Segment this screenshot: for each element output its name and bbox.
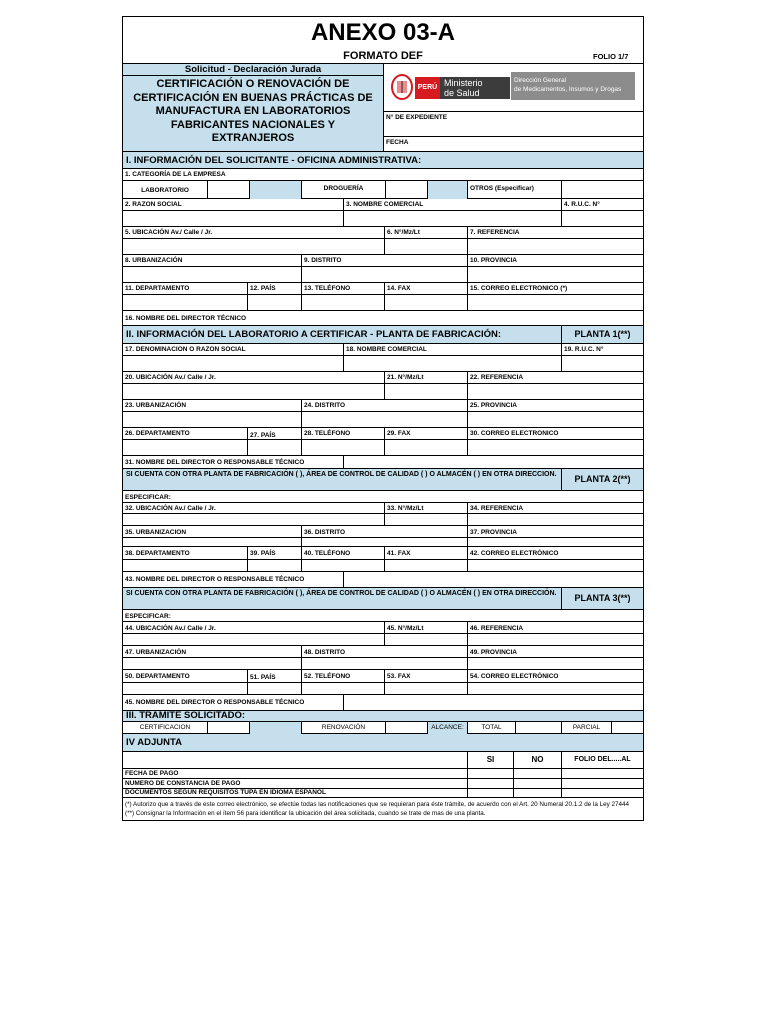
planta1-urbanizacion-field[interactable] [123, 412, 301, 428]
planta1-provincia-field[interactable] [467, 412, 643, 428]
planta2-correo-field[interactable] [467, 560, 643, 572]
planta3-provincia-field[interactable] [467, 658, 643, 670]
fecha-pago-si[interactable] [467, 769, 513, 779]
correo-label: 15. CORREO ELECTRONICO (*) [467, 283, 643, 295]
logo-area [383, 64, 643, 112]
pais-label: 12. PAÍS [247, 283, 301, 295]
planta1-provincia-label: 25. PROVINCIA [467, 400, 643, 412]
certificacion-label: CERTIFICACIÓN [139, 724, 191, 731]
planta2-urbanizacion-field[interactable] [123, 538, 301, 547]
drogueria-check[interactable] [385, 181, 427, 199]
planta1-nombre-comercial-field[interactable] [343, 356, 561, 372]
otros-label: OTROS (Especificar) [467, 181, 561, 199]
departamento-field[interactable] [123, 295, 247, 311]
ubicacion-label: 5. UBICACIÓN Av./ Calle / Jr. [123, 227, 384, 239]
section3-header: III. TRAMITE SOLICITADO: [123, 711, 643, 722]
form-title: ANEXO 03-A [310, 19, 456, 46]
razon-social-field[interactable] [123, 211, 343, 227]
constancia-folio[interactable] [561, 779, 643, 789]
distrito-field[interactable] [301, 267, 467, 283]
planta3-departamento-field[interactable] [123, 683, 247, 695]
denominacion-label: 17. DENOMINACION O RAZON SOCIAL [123, 344, 343, 356]
planta3-pais-field[interactable] [247, 683, 301, 695]
planta2-nmzlt-field[interactable] [384, 514, 467, 526]
planta2-fax-label: 41. FAX [384, 547, 467, 560]
planta2-nmzlt-label: 33. N°/Mz/Lt [384, 503, 467, 514]
planta2-urbanizacion-label: 35. URBANIZACION [123, 526, 301, 538]
section1-header: I. INFORMACIÓN DEL SOLICITANTE - OFICINA ADMINISTRATIVA: [123, 152, 643, 169]
planta3-ubicacion-label: 44. UBICACIÓN Av./ Calle / Jr. [123, 622, 384, 634]
documentos-no[interactable] [513, 789, 561, 798]
planta3-telefono-label: 52. TELÉFONO [301, 670, 384, 683]
total-label: TOTAL [467, 722, 515, 734]
note-correo: (*) Autorizo que a través de este correo electrónico, se efectúe todas las notificaciones que se requieran para éste trámite, de acuerdo con el Art. 20 Numeral 20.1.2 de la Ley 27444 [125, 801, 630, 808]
laboratorio-label: LABORATORIO [141, 187, 189, 194]
categoria-label: 1. CATEGORÍA DE LA EMPRESA [123, 169, 643, 181]
planta2-label: PLANTA 2(**) [561, 469, 643, 491]
fecha-label: FECHA [383, 137, 643, 152]
planta1-ruc-label: 19. R.U.C. N° [561, 344, 643, 356]
si-label: SI [467, 752, 513, 769]
planta3-director-label: 45. NOMBRE DEL DIRECTOR O RESPONSABLE TÉCNICO [123, 695, 343, 711]
planta2-pais-field[interactable] [247, 560, 301, 572]
planta3-correo-field[interactable] [467, 683, 643, 695]
planta2-director-label: 43. NOMBRE DEL DIRECTOR O RESPONSABLE TÉCNICO [123, 572, 343, 588]
fecha-pago-no[interactable] [513, 769, 561, 779]
planta3-fax-label: 53. FAX [384, 670, 467, 683]
laboratorio-check[interactable] [207, 181, 249, 199]
planta1-nombre-comercial-label: 18. NOMBRE COMERCIAL [343, 344, 561, 356]
fecha-pago-label: FECHA DE PAGO [123, 769, 467, 779]
direction-label [511, 72, 635, 100]
planta2-telefono-field[interactable] [301, 560, 384, 572]
planta2-ubicacion-label: 32. UBICACIÓN Av./ Calle / Jr. [123, 503, 384, 514]
planta3-nmzlt-label: 45. N°/Mz/Lt [384, 622, 467, 634]
planta1-pais-label: 27. PAÍS [247, 428, 301, 440]
ministry-line2: de Salud [444, 88, 480, 98]
planta3-pais-label: 51. PAÍS [247, 670, 301, 683]
planta1-departamento-label: 26. DEPARTAMENTO [123, 428, 247, 440]
expediente-label: N° DE EXPEDIENTE [383, 112, 643, 137]
renovacion-label: RENOVACIÓN [301, 722, 385, 734]
folio-del-al-label: FOLIO DEL.....AL [561, 752, 643, 769]
adjunta-blank [123, 752, 467, 769]
urbanizacion-label: 8. URBANIZACIÓN [123, 255, 301, 267]
planta1-ruc-field[interactable] [561, 356, 643, 372]
planta1-distrito-field[interactable] [301, 412, 467, 428]
planta1-label: PLANTA 1(**) [561, 326, 643, 344]
planta2-correo-label: 42. CORREO ELECTRÓNICO [467, 547, 643, 560]
solicitud-bar: Solicitud - Declaración Jurada [123, 64, 383, 76]
planta3-distrito-label: 48. DISTRITO [301, 646, 467, 658]
documentos-si[interactable] [467, 789, 513, 798]
categoria-blank-1 [249, 181, 301, 199]
planta2-referencia-label: 34. REFERENCIA [467, 503, 643, 514]
drogueria-label: DROGUERÍA [301, 181, 385, 199]
planta1-ubicacion-field[interactable] [123, 384, 384, 400]
planta3-fax-field[interactable] [384, 683, 467, 695]
otros-field[interactable] [561, 181, 643, 199]
planta1-urbanizacion-label: 23. URBANIZACIÓN [123, 400, 301, 412]
no-label: NO [513, 752, 561, 769]
direction-line2: de Medicamentos, Insumos y Drogas [514, 86, 622, 93]
planta1-pais-field[interactable] [247, 440, 301, 456]
planta3-urbanizacion-label: 47. URBANIZACIÓN [123, 646, 301, 658]
section2-header: II. INFORMACIÓN DEL LABORATORIO A CERTIFICAR - PLANTA DE FABRICACIÓN: [123, 326, 561, 344]
planta2-referencia-field[interactable] [467, 514, 643, 526]
parcial-label: PARCIAL [561, 722, 611, 734]
planta1-nmzlt-label: 21. N°/Mz/Lt [384, 372, 467, 384]
planta1-referencia-label: 22. REFERENCIA [467, 372, 643, 384]
planta1-correo-field[interactable] [467, 440, 643, 456]
ministry-label [440, 77, 510, 99]
planta1-ubicacion-label: 20. UBICACIÓN Av./ Calle / Jr. [123, 372, 384, 384]
ministry-line1: Ministerio [444, 78, 483, 88]
planta1-referencia-field[interactable] [467, 384, 643, 400]
provincia-field[interactable] [467, 267, 643, 283]
folio-label: FOLIO 1/7 [593, 52, 629, 61]
denominacion-field[interactable] [123, 356, 343, 372]
planta1-correo-label: 30. CORREO ELECTRONICO [467, 428, 643, 440]
planta1-fax-field[interactable] [384, 440, 467, 456]
nmzlt-label: 6. N°/Mz/Lt [384, 227, 467, 239]
provincia-label: 10. PROVINCIA [467, 255, 643, 267]
referencia-field[interactable] [467, 239, 643, 255]
categoria-blank-2 [427, 181, 467, 199]
main-title: CERTIFICACIÓN O RENOVACIÓN DE CERTIFICACIÓN EN BUENAS PRÁCTICAS DE MANUFACTURA EN LABORATORIOS FABRICANTES NACIONALES Y EXTRANJEROS [123, 76, 383, 152]
planta2-especificar-label: ESPECIFICAR: [123, 491, 643, 503]
planta3-ubicacion-field[interactable] [123, 634, 384, 646]
planta2-provincia-label: 37. PROVINCIA [467, 526, 643, 538]
distrito-label: 9. DISTRITO [301, 255, 467, 267]
planta3-telefono-field[interactable] [301, 683, 384, 695]
form-anexo-03a [122, 16, 644, 821]
fax-label: 14. FAX [384, 283, 467, 295]
direction-line1: Dirección General [514, 77, 567, 84]
peru-label: PERÚ [415, 77, 440, 99]
alcance-label: ALCANCE: [427, 722, 467, 734]
planta1-telefono-label: 28. TELÉFONO [301, 428, 384, 440]
planta2-question: SI CUENTA CON OTRA PLANTA DE FABRICACIÓN ( ), ÁREA DE CONTROL DE CALIDAD ( ) O ALMACÉN ( ) EN OTRA DIRECCION. [123, 469, 561, 491]
planta3-referencia-field[interactable] [467, 634, 643, 646]
planta1-director-label: 31. NOMBRE DEL DIRECTOR O RESPONSABLE TÉCNICO [123, 456, 343, 469]
planta1-telefono-field[interactable] [301, 440, 384, 456]
total-check[interactable] [515, 722, 561, 734]
documentos-folio[interactable] [561, 789, 643, 798]
nombre-comercial-label: 3. NOMBRE COMERCIAL [343, 199, 561, 211]
nmzlt-field[interactable] [384, 239, 467, 255]
planta1-departamento-field[interactable] [123, 440, 247, 456]
planta3-nmzlt-field[interactable] [384, 634, 467, 646]
fax-field[interactable] [384, 295, 467, 311]
pais-field[interactable] [247, 295, 301, 311]
section4-header: IV ADJUNTA [123, 734, 643, 752]
planta2-director-field[interactable] [343, 572, 643, 588]
tramite-blank-1 [249, 722, 301, 734]
peru-coat-of-arms-icon [389, 72, 415, 102]
planta3-provincia-label: 49. PROVINCIA [467, 646, 643, 658]
planta1-nmzlt-field[interactable] [384, 384, 467, 400]
constancia-no[interactable] [513, 779, 561, 789]
planta3-referencia-label: 46. REFERENCIA [467, 622, 643, 634]
planta2-provincia-field[interactable] [467, 538, 643, 547]
planta2-departamento-field[interactable] [123, 560, 247, 572]
planta3-director-field[interactable] [343, 695, 643, 711]
correo-field[interactable] [467, 295, 643, 311]
planta2-fax-field[interactable] [384, 560, 467, 572]
departamento-label: 11. DEPARTAMENTO [123, 283, 247, 295]
ruc-label: 4. R.U.C. N° [561, 199, 643, 211]
parcial-check[interactable] [611, 722, 643, 734]
documentos-label: DOCUMENTOS SEGÚN REQUISITOS TUPA EN IDIOMA ESPAÑOL [123, 789, 467, 798]
planta2-distrito-label: 36. DISTRITO [301, 526, 467, 538]
planta3-especificar-label: ESPECIFICAR: [123, 610, 643, 622]
planta3-question: SI CUENTA CON OTRA PLANTA DE FABRICACIÓN ( ), ÁREA DE CONTROL DE CALIDAD ( ) O ALMACÉN ( ) EN OTRA DIRECCIÓN. [123, 588, 561, 610]
telefono-label: 13. TELÉFONO [301, 283, 384, 295]
planta1-director-field[interactable] [343, 456, 643, 469]
note-planta: (**) Consignar la Información en el ítem 56 para identificar la ubicación del área solicitada, cuando se trate de mas de una planta. [125, 810, 486, 817]
fecha-pago-folio[interactable] [561, 769, 643, 779]
razon-social-label: 2. RAZON SOCIAL [123, 199, 343, 211]
planta1-fax-label: 29. FAX [384, 428, 467, 440]
planta1-distrito-label: 24. DISTRITO [301, 400, 467, 412]
renovacion-check[interactable] [385, 722, 427, 734]
referencia-label: 7. REFERENCIA [467, 227, 643, 239]
ruc-field[interactable] [561, 211, 643, 227]
constancia-si[interactable] [467, 779, 513, 789]
planta2-ubicacion-field[interactable] [123, 514, 384, 526]
director-label: 16. NOMBRE DEL DIRECTOR TÉCNICO [123, 311, 643, 326]
planta3-correo-label: 54. CORREO ELECTRÓNICO [467, 670, 643, 683]
planta2-telefono-label: 40. TELÉFONO [301, 547, 384, 560]
planta3-label: PLANTA 3(**) [561, 588, 643, 610]
planta3-departamento-label: 50. DEPARTAMENTO [123, 670, 247, 683]
planta2-departamento-label: 38. DEPARTAMENTO [123, 547, 247, 560]
ubicacion-field[interactable] [123, 239, 384, 255]
planta2-distrito-field[interactable] [301, 538, 467, 547]
form-subtitle: FORMATO DEF [343, 50, 423, 62]
certificacion-check[interactable] [207, 722, 249, 734]
nombre-comercial-field[interactable] [343, 211, 561, 227]
planta3-distrito-field[interactable] [301, 658, 467, 670]
constancia-label: NUMERO DE CONSTANCIA DE PAGO [123, 779, 467, 789]
planta3-urbanizacion-field[interactable] [123, 658, 301, 670]
urbanizacion-field[interactable] [123, 267, 301, 283]
telefono-field[interactable] [301, 295, 384, 311]
planta2-pais-label: 39. PAÍS [247, 547, 301, 560]
